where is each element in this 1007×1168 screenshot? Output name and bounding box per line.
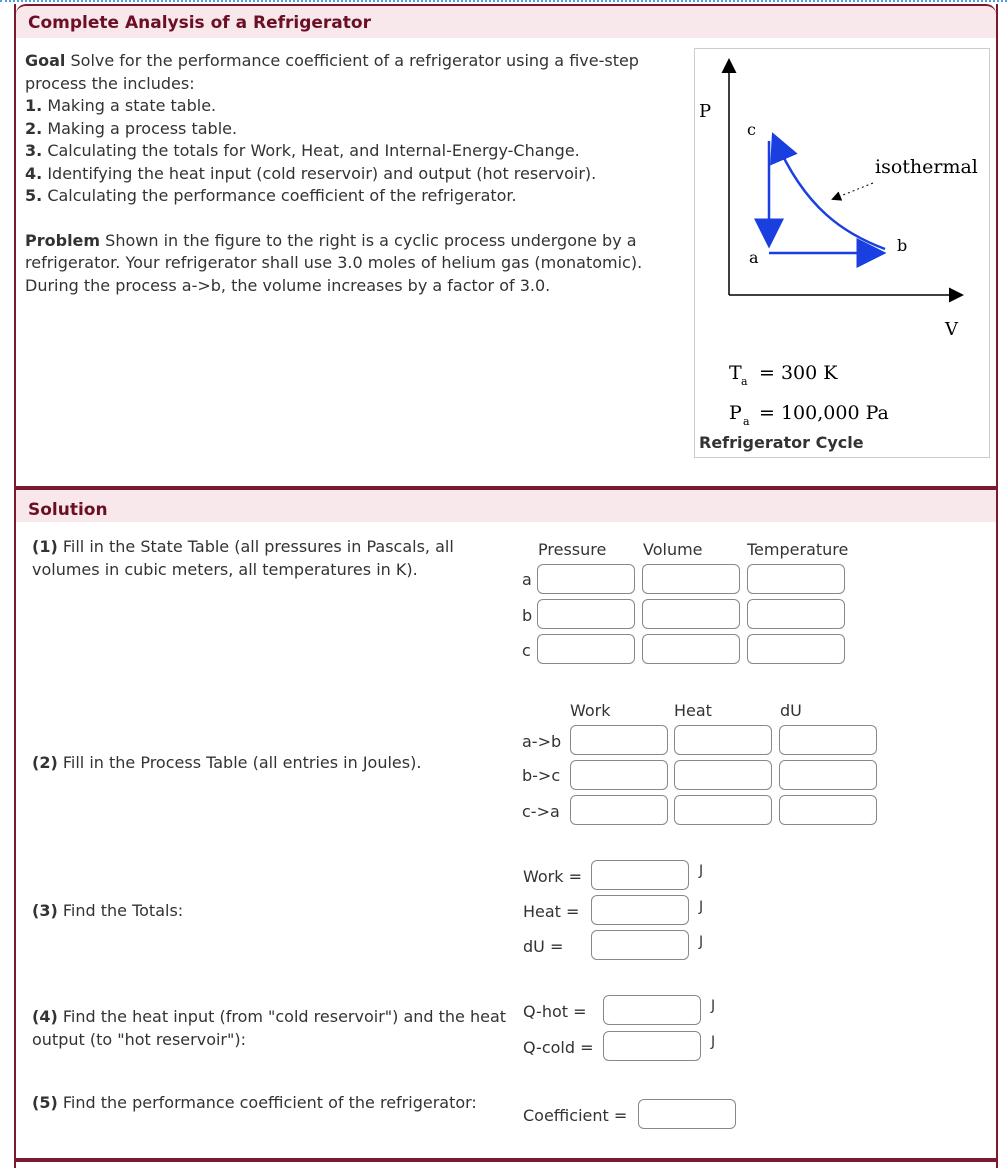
proc-row-ca: c->a <box>522 802 560 821</box>
state-a-temperature-input[interactable] <box>747 564 845 594</box>
refrigerator-cycle-figure <box>694 48 990 458</box>
ta-value: = 300 K <box>759 362 838 384</box>
solution-panel-title: Solution <box>28 500 108 520</box>
step-4-text: (4) Find the heat input (from "cold reservoir") and the heat output (to "hot reservoir"): <box>32 1007 507 1049</box>
analysis-panel <box>14 4 998 488</box>
goal-text-block <box>25 50 685 297</box>
q-hot-input[interactable] <box>603 995 701 1025</box>
total-heat-unit: J <box>699 899 704 915</box>
proc-ab-heat-input[interactable] <box>674 725 772 755</box>
ta-symbol: T <box>729 362 742 384</box>
proc-ca-work-input[interactable] <box>570 795 668 825</box>
state-col-pressure: Pressure <box>538 540 607 559</box>
total-du-input[interactable] <box>591 930 689 960</box>
state-b-volume-input[interactable] <box>642 599 740 629</box>
proc-col-work: Work <box>570 701 611 720</box>
proc-bc-du-input[interactable] <box>779 760 877 790</box>
v-axis-label: V <box>945 319 958 340</box>
pa-value: = 100,000 Pa <box>759 402 889 424</box>
proc-bc-heat-input[interactable] <box>674 760 772 790</box>
proc-col-heat: Heat <box>674 701 712 720</box>
total-du-label: dU = <box>523 937 564 956</box>
goal-label: Goal <box>25 51 66 70</box>
total-work-label: Work = <box>523 867 583 886</box>
top-dotted-border <box>0 0 1007 2</box>
goal-step-2: 2. Making a process table. <box>25 118 238 138</box>
proc-row-ab: a->b <box>522 732 562 751</box>
state-row-b: b <box>522 606 533 625</box>
goal-step-1: 1. Making a state table. <box>25 96 217 115</box>
goal-step-5: 5. Calculating the performance coefficient of the refrigerator. <box>25 186 517 205</box>
proc-bc-work-input[interactable] <box>570 760 668 790</box>
state-b-pressure-input[interactable] <box>537 599 635 629</box>
q-cold-unit: J <box>711 1034 716 1050</box>
pv-diagram <box>695 49 989 429</box>
isothermal-pointer <box>833 183 873 199</box>
state-c-temperature-input[interactable] <box>747 634 845 664</box>
next-panel-edge <box>14 1160 998 1168</box>
total-work-input[interactable] <box>591 860 689 890</box>
problem-text: Shown in the figure to the right is a cyclic process undergone by a refrigerator. Your refrigerator shall use 3.0 moles of helium gas (monatomic). During the process a->b, the volume increases by a factor of 3.0. <box>25 230 643 295</box>
step-3-text: (3) Find the Totals: <box>32 901 184 920</box>
coefficient-input[interactable] <box>638 1099 736 1129</box>
p-axis-label: P <box>699 101 712 122</box>
problem-label: Problem <box>25 230 101 250</box>
total-du-unit: J <box>699 934 704 950</box>
problem-paragraph <box>25 230 685 298</box>
figure-caption: Refrigerator Cycle <box>699 433 864 452</box>
pa-subscript: a <box>743 415 750 428</box>
goal-step-4: 4. Identifying the heat input (cold reservoir) and output (hot reservoir). <box>25 163 597 183</box>
pa-symbol: P <box>729 402 742 424</box>
spacer <box>25 208 685 230</box>
step-5-text: (5) Find the performance coefficient of the refrigerator: <box>32 1093 477 1112</box>
step-2-text: (2) Fill in the Process Table (all entries in Joules). <box>32 753 422 772</box>
total-heat-label: Heat = <box>523 902 580 921</box>
state-b-temperature-input[interactable] <box>747 599 845 629</box>
goal-text: Solve for the performance coefficient of a refrigerator using a five-step process the includes: <box>25 51 639 93</box>
proc-ab-du-input[interactable] <box>779 725 877 755</box>
state-row-c: c <box>522 641 531 660</box>
q-cold-input[interactable] <box>603 1031 701 1061</box>
step-1-text: (1) Fill in the State Table (all pressures in Pascals, all volumes in cubic meters, all temperatures in K). <box>32 537 454 579</box>
proc-col-du: dU <box>780 701 802 720</box>
point-b-label: b <box>897 236 908 255</box>
process-b-c <box>775 139 885 249</box>
point-c-label: c <box>747 120 756 139</box>
proc-ca-heat-input[interactable] <box>674 795 772 825</box>
state-a-volume-input[interactable] <box>642 564 740 594</box>
state-c-pressure-input[interactable] <box>537 634 635 664</box>
analysis-panel-title: Complete Analysis of a Refrigerator <box>28 13 371 33</box>
solution-panel-header <box>16 488 996 522</box>
q-hot-unit: J <box>711 998 716 1014</box>
state-row-a: a <box>522 570 532 589</box>
coefficient-label: Coefficient = <box>523 1106 628 1125</box>
proc-ab-work-input[interactable] <box>570 725 668 755</box>
goal-paragraph <box>25 50 685 95</box>
state-col-temperature: Temperature <box>747 540 849 559</box>
q-cold-label: Q-cold = <box>523 1038 594 1057</box>
goal-step-3: 3. Calculating the totals for Work, Heat, and Internal-Energy-Change. <box>25 141 580 160</box>
state-col-volume: Volume <box>643 540 703 559</box>
point-a-label: a <box>749 248 759 267</box>
isothermal-label: isothermal <box>875 156 978 178</box>
solution-panel <box>14 488 998 1160</box>
total-heat-input[interactable] <box>591 895 689 925</box>
proc-row-bc: b->c <box>522 766 561 785</box>
total-work-unit: J <box>699 863 704 879</box>
ta-subscript: a <box>741 375 748 388</box>
state-c-volume-input[interactable] <box>642 634 740 664</box>
analysis-panel-header <box>16 4 996 38</box>
state-a-pressure-input[interactable] <box>537 564 635 594</box>
proc-ca-du-input[interactable] <box>779 795 877 825</box>
q-hot-label: Q-hot = <box>523 1002 587 1021</box>
